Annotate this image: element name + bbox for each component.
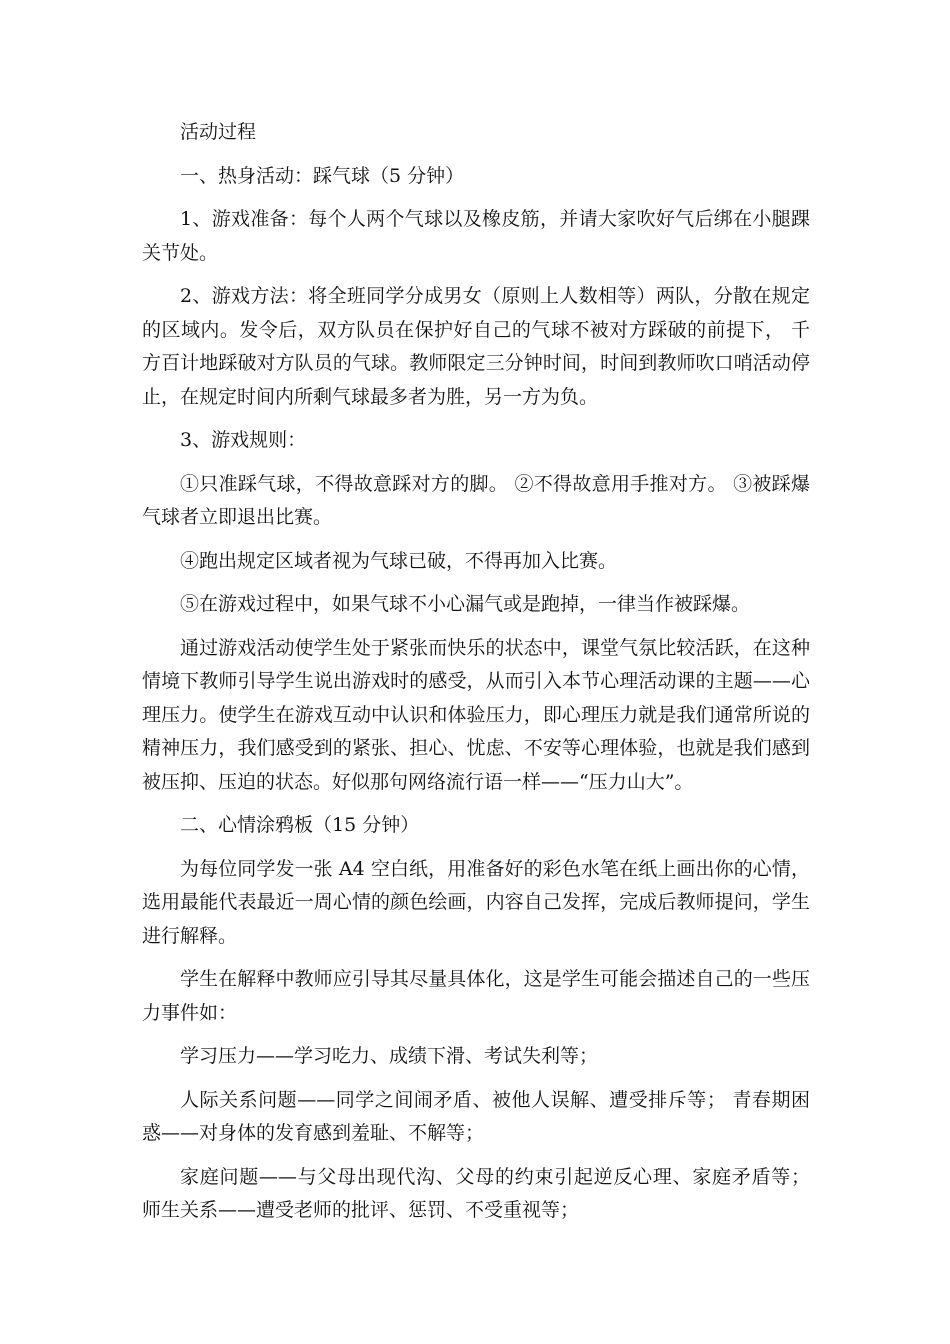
paragraph-game-method: 2、游戏方法：将全班同学分成男女（原则上人数相等）两队，分散在规定的区域内。发令后，双方队员在保护好自己的气球不被对方踩破的前提下， 千方百计地踩破对方队员的气球。教师限定三分钟时间，时间到教师吹口哨活动停止，在规定时间内所剩气球最多者为胜，另一方为负。	[142, 285, 810, 408]
list-item-family-teacher: 家庭问题——与父母出现代沟、父母的约束引起逆反心理、家庭矛盾等； 师生关系——遭受老师的批评、惩罚、不受重视等；	[142, 1165, 810, 1221]
paragraph-rules-1-3: ①只准踩气球，不得故意踩对方的脚。 ②不得故意用手推对方。 ③被踩爆气球者立即退出比赛。	[142, 472, 810, 528]
paragraph-teacher-guidance: 学生在解释中教师应引导其尽量具体化，这是学生可能会描述自己的一些压力事件如：	[142, 968, 810, 1024]
paragraph-rule-4: ④跑出规定区域者视为气球已破，不得再加入比赛。	[180, 549, 618, 572]
paragraph-rule-5: ⑤在游戏过程中，如果气球不小心漏气或是跑掉，一律当作被踩爆。	[180, 593, 751, 615]
section-heading-mood-board: 二、心情涂鸦板（15 分钟）	[180, 814, 420, 836]
list-item-interpersonal: 人际关系问题——同学之间闹矛盾、被他人误解、遭受排斥等； 青春期困惑——对身体的发育感到羞耻、不解等；	[142, 1088, 810, 1144]
heading-activity-process: 活动过程	[180, 121, 257, 143]
paragraph-game-rules-heading: 3、游戏规则：	[180, 429, 307, 451]
document-body	[142, 116, 810, 1228]
paragraph-game-purpose: 通过游戏活动使学生处于紧张而快乐的状态中，课堂气氛比较活跃，在这种情境下教师引导学生说出游戏时的感受，从而引入本节心理活动课的主题——心理压力。使学生在游戏互动中认识和体验压力，即心理压力就是我们通常所说的精神压力，我们感受到的紧张、担心、忧虑、不安等心理体验，也就是我们感到被压抑、压迫的状态。好似那句网络流行语一样——“压力山大”。	[142, 636, 810, 793]
paragraph-game-preparation: 1、游戏准备：每个人两个气球以及橡皮筋，并请大家吹好气后绑在小腿踝关节处。	[142, 208, 810, 264]
list-item-study-pressure: 学习压力——学习吃力、成绩下滑、考试失利等；	[180, 1045, 599, 1067]
paragraph-mood-drawing: 为每位同学发一张 A4 空白纸，用准备好的彩色水笔在纸上画出你的心情，选用最能代表最近一周心情的颜色绘画，内容自己发挥，完成后教师提问，学生进行解释。	[142, 857, 810, 947]
section-heading-warmup: 一、热身活动：踩气球（5 分钟）	[180, 164, 465, 187]
